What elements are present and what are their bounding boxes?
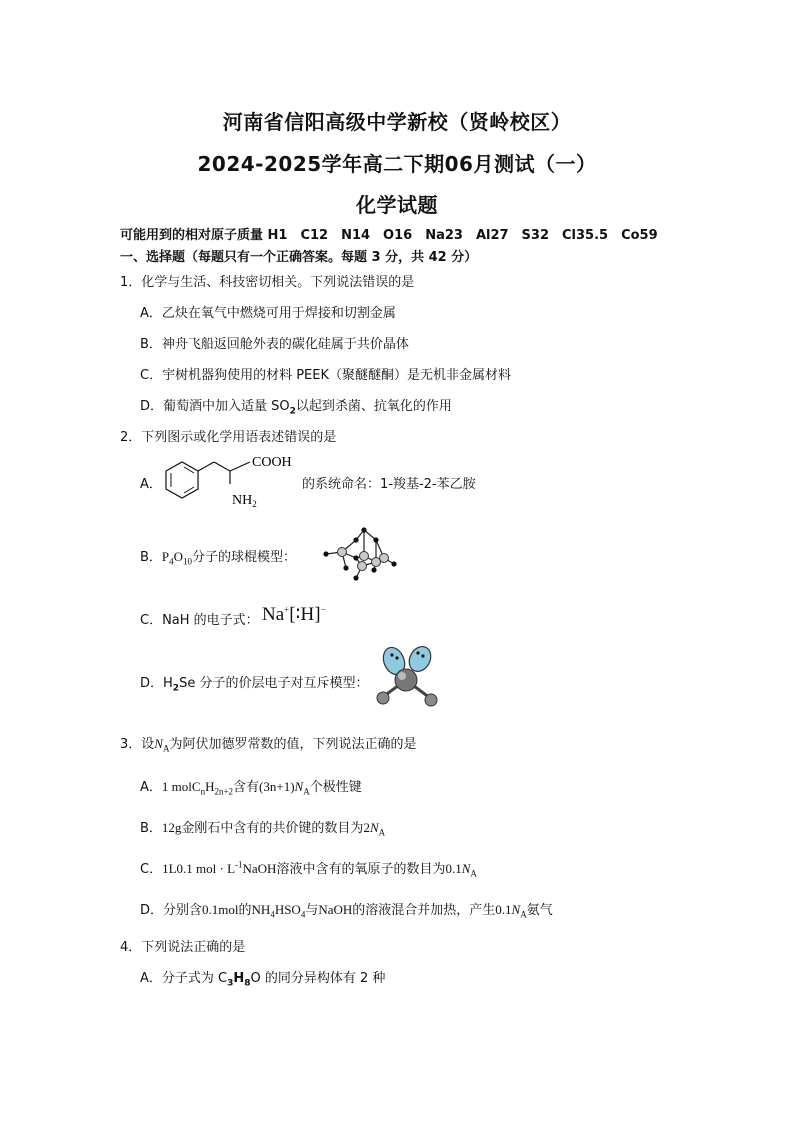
question-4-stem: 4．下列说法正确的是 [120, 940, 246, 955]
question-3-option-a: A．1 $molC_nH_{2n+2}$含有$(3n+1)N_A$个极性键 [140, 779, 362, 797]
question-1-option-a: A．乙炔在氧气中燃烧可用于焊接和切割金属 [140, 306, 396, 321]
nah-electron-formula: Na+[∶H]− [262, 604, 326, 625]
exam-school-title: 河南省信阳高级中学新校（贤岭校区） [222, 110, 572, 134]
question-2-option-d: D．$H_2Se$ 分子的价层电子对互斥模型： [140, 676, 369, 694]
question-3-option-c: C．1L0.1 mol · $L^{-1}NaOH$溶液中含有的氧原子的数目为$0.1N_A$ [140, 859, 477, 879]
question-2-stem: 2．下列图示或化学用语表述错误的是 [120, 430, 337, 445]
question-3-option-d: D．分别含0.1mol的$NH_4HSO_4$与NaOH的溶液混合并加热，产生$0.1N_A$氨气 [140, 902, 553, 920]
exam-subject-title: 化学试题 [356, 193, 438, 217]
h2se-vsepr-model [370, 644, 444, 710]
question-1-option-d: D．葡萄酒中加入适量 $SO_2$以起到杀菌、抗氧化的作用 [140, 399, 452, 417]
p4o10-ball-stick-model [304, 512, 400, 588]
phenylalanine-structure [156, 448, 306, 512]
question-2-option-b: B．$P_4O_{10}$分子的球棍模型： [140, 549, 297, 567]
section-heading: 一、选择题（每题只有一个正确答案。每题 3 分，共 42 分） [120, 250, 478, 265]
atomic-masses-line: 可能用到的相对原子质量 H1 C12 N14 O16 Na23 Al27 S32 Cl35.5 Co59 [120, 228, 658, 243]
question-2-option-a-label: A． [140, 477, 162, 492]
question-2-option-a-text: 的系统命名：1-羧基-2-苯乙胺 [302, 477, 476, 492]
question-1-option-b: B．神舟飞船返回舱外表的碳化硅属于共价晶体 [140, 337, 409, 352]
question-1-option-c: C．宇树机器狗使用的材料 PEEK（聚醚醚酮）是无机非金属材料 [140, 368, 512, 383]
exam-term-title: 2024-2025学年高二下期06月测试（一） [197, 152, 597, 176]
question-2-option-c-text: C．NaH 的电子式： [140, 613, 259, 628]
question-4-option-a: A．分子式为 $C_3H_8O$ 的同分异构体有 2 种 [140, 971, 386, 989]
question-3-option-b: B．12g金刚石中含有的共价键的数目为$2N_A$ [140, 820, 386, 838]
question-1-stem: 1．化学与生活、科技密切相关。下列说法错误的是 [120, 275, 415, 290]
amino-label: $NH_2$ [232, 493, 257, 509]
question-3-stem: 3．设$N_A$为阿伏加德罗常数的值，下列说法正确的是 [120, 736, 417, 754]
carboxyl-label: COOH [252, 455, 292, 470]
